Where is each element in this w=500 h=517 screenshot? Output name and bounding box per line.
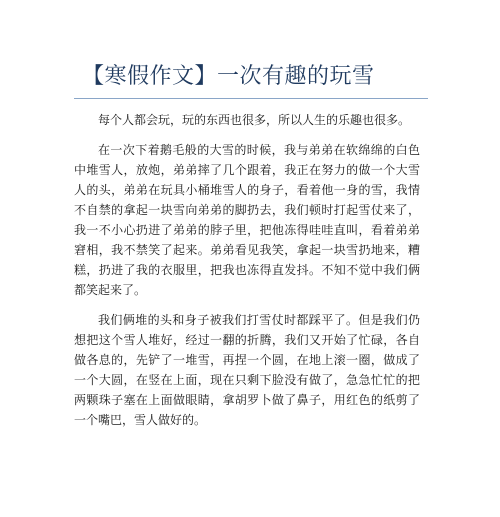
paragraph-snowman: 我们俩堆的头和身子被我们打雪仗时都踩平了。但是我们仍想把这个雪人堆好，经过一翻的折腾，我们又开始了忙碌，各自做各息的，先铲了一堆雪，再捏一个圆，在地上滚一圈，做成了一个大圆，在竖在上面，现在只剩下脸没有做了，急急忙忙的把两颗珠子塞在上面做眼睛，拿胡罗卜做了鼻子，用红色的纸剪了一个嘴巴，雪人做好的。 <box>74 313 420 427</box>
title-divider <box>74 98 428 99</box>
article-body <box>74 110 420 440</box>
page-title: 【寒假作文】一次有趣的玩雪 <box>82 64 375 89</box>
paragraph-snowball-fight: 在一次下着鹅毛般的大雪的时候，我与弟弟在软绵绵的白色中堆雪人，放炮，弟弟摔了几个跟着，我正在努力的做一个大雪人的头，弟弟在玩具小桶堆雪人的身子，看着他一身的雪，我情不自禁的拿起一块雪向弟弟的脚扔去，我们顿时打起雪仗来了，我一不小心扔进了弟弟的脖子里，把他冻得哇哇直叫，看着弟弟窘相，我不禁笑了起来。弟弟看见我笑，拿起一块雪扔地来，糟糕，扔进了我的衣服里，把我也冻得直发抖。不知不觉中我们俩都笑起来了。 <box>74 143 420 297</box>
paragraph-intro: 每个人都会玩，玩的东西也很多，所以人生的乐趣也很多。 <box>98 113 411 127</box>
